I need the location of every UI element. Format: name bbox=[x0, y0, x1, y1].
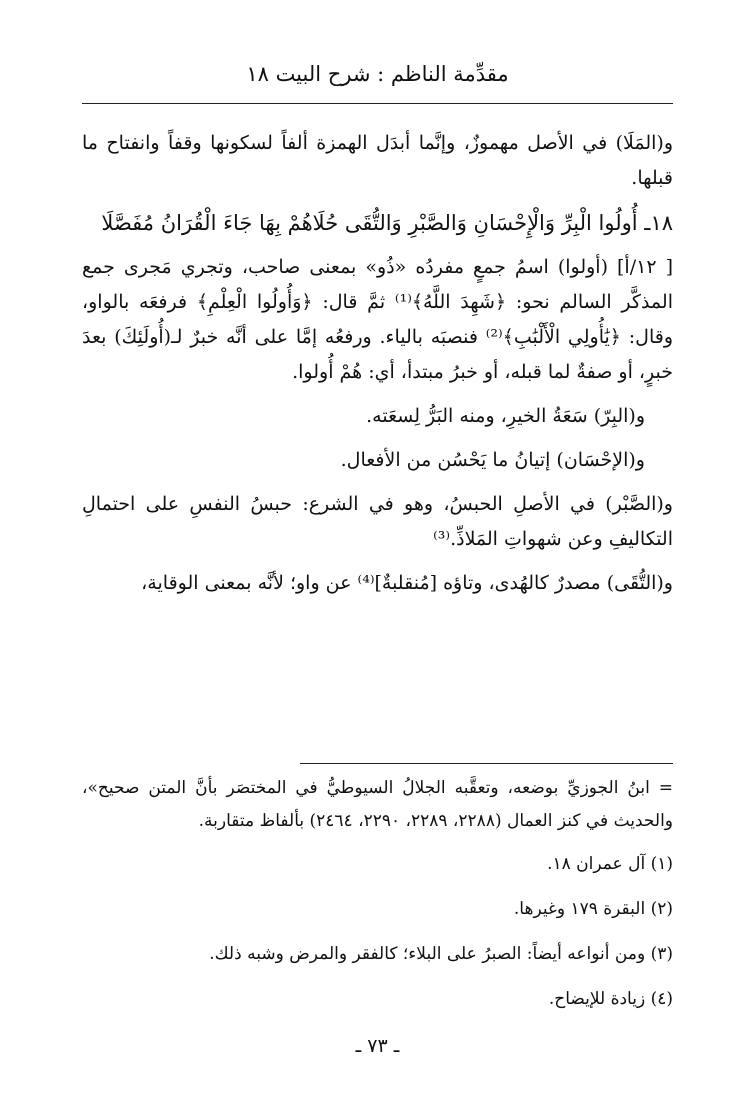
verse-18: ١٨ـ أُولُوا الْبِرِّ وَالْإِحْسَانِ وَالصَّبْرِ وَالتُّقَى حُلَاهُمْ بِهَا جَاءَ الْقُرَانُ مُفَصَّلَا bbox=[101, 211, 673, 235]
footnote-continuation: = ابنُ الجوزيِّ بوضعه، وتعقَّبه الجلالُ السيوطيُّ في المختصَر بأنَّ المتن صحيح»، والحديث في كنز العمال (٢٢٨٨، ٢٢٨٩، ٢٢٩٠، ٢٤٦٤) بألفاظ متقاربة. bbox=[82, 778, 673, 831]
footnote-2: (٢) البقرة ١٧٩ وغيرها. bbox=[513, 899, 673, 919]
footnote-3: (٣) ومن أنواعه أيضاً: الصبرُ على البلاء؛ كالفقر والمرض وشبه ذلك. bbox=[209, 944, 673, 964]
paragraph-mala: و(المَلَا) في الأصل مهموزٌ، وإنَّما أبدَل الهمزة ألفاً لسكونها وقفاً وانفتاح ما قبلها. bbox=[82, 132, 673, 189]
header-divider bbox=[82, 103, 673, 104]
paragraph-birr: و(البِرّ) سَعَةُ الخيرِ، ومنه البَرُّ لِسعَته. bbox=[366, 405, 645, 427]
page-number: ـ ٧٣ ـ bbox=[355, 1035, 400, 1057]
footnote-4: (٤) زيادة للإيضاح. bbox=[548, 989, 673, 1009]
paragraph-sabr: و(الصَّبْر) في الأصلِ الحبسُ، وهو في الشرع: حبسُ النفسِ على احتمالِ التكاليفِ وعن شهواتِ المَلاذِّ.⁽³⁾ bbox=[82, 493, 673, 550]
footnote-1: (١) آل عمران ١٨. bbox=[547, 854, 673, 874]
running-header: مقدِّمة الناظم : شرح البيت ١٨ bbox=[246, 62, 509, 86]
main-text bbox=[82, 126, 673, 610]
paragraph-ihsan: و(الإحْسَان) إتيانُ ما يَحْسُن من الأفعال. bbox=[340, 449, 645, 471]
paragraph-tuqa: و(التُّقَى) مصدرٌ كالهُدى، وتاؤه [مُنقلبةٌ]⁽⁴⁾ عن واو؛ لأنَّه بمعنى الوقاية، bbox=[141, 572, 673, 594]
paragraph-ulu: [ ١٢/أ] (أولوا) اسمُ جمعٍ مفردُه «ذُو» بمعنى صاحب، وتجري مَجرى جمع المذكَّر السالم نحو: ﴿شَهِدَ اللَّهُ﴾⁽¹⁾ ثمَّ قال: ﴿وَأُولُوا الْعِلْمِ﴾ فرفعَه بالواو، وقال: ﴿يَٰأُولِي الْأَلْبَٰبِ﴾⁽²⁾ فنصبَه بالياء. ورفعُه إمَّا على أنَّه خبرٌ لـ(أُولَئِكَ) بعدَ خبرٍ، أو صفةٌ لما قبله، أو خبرُ مبتدأ، أي: هُمْ أُولوا. bbox=[82, 256, 674, 383]
footnote-divider bbox=[300, 763, 673, 764]
footnotes bbox=[82, 772, 673, 1028]
